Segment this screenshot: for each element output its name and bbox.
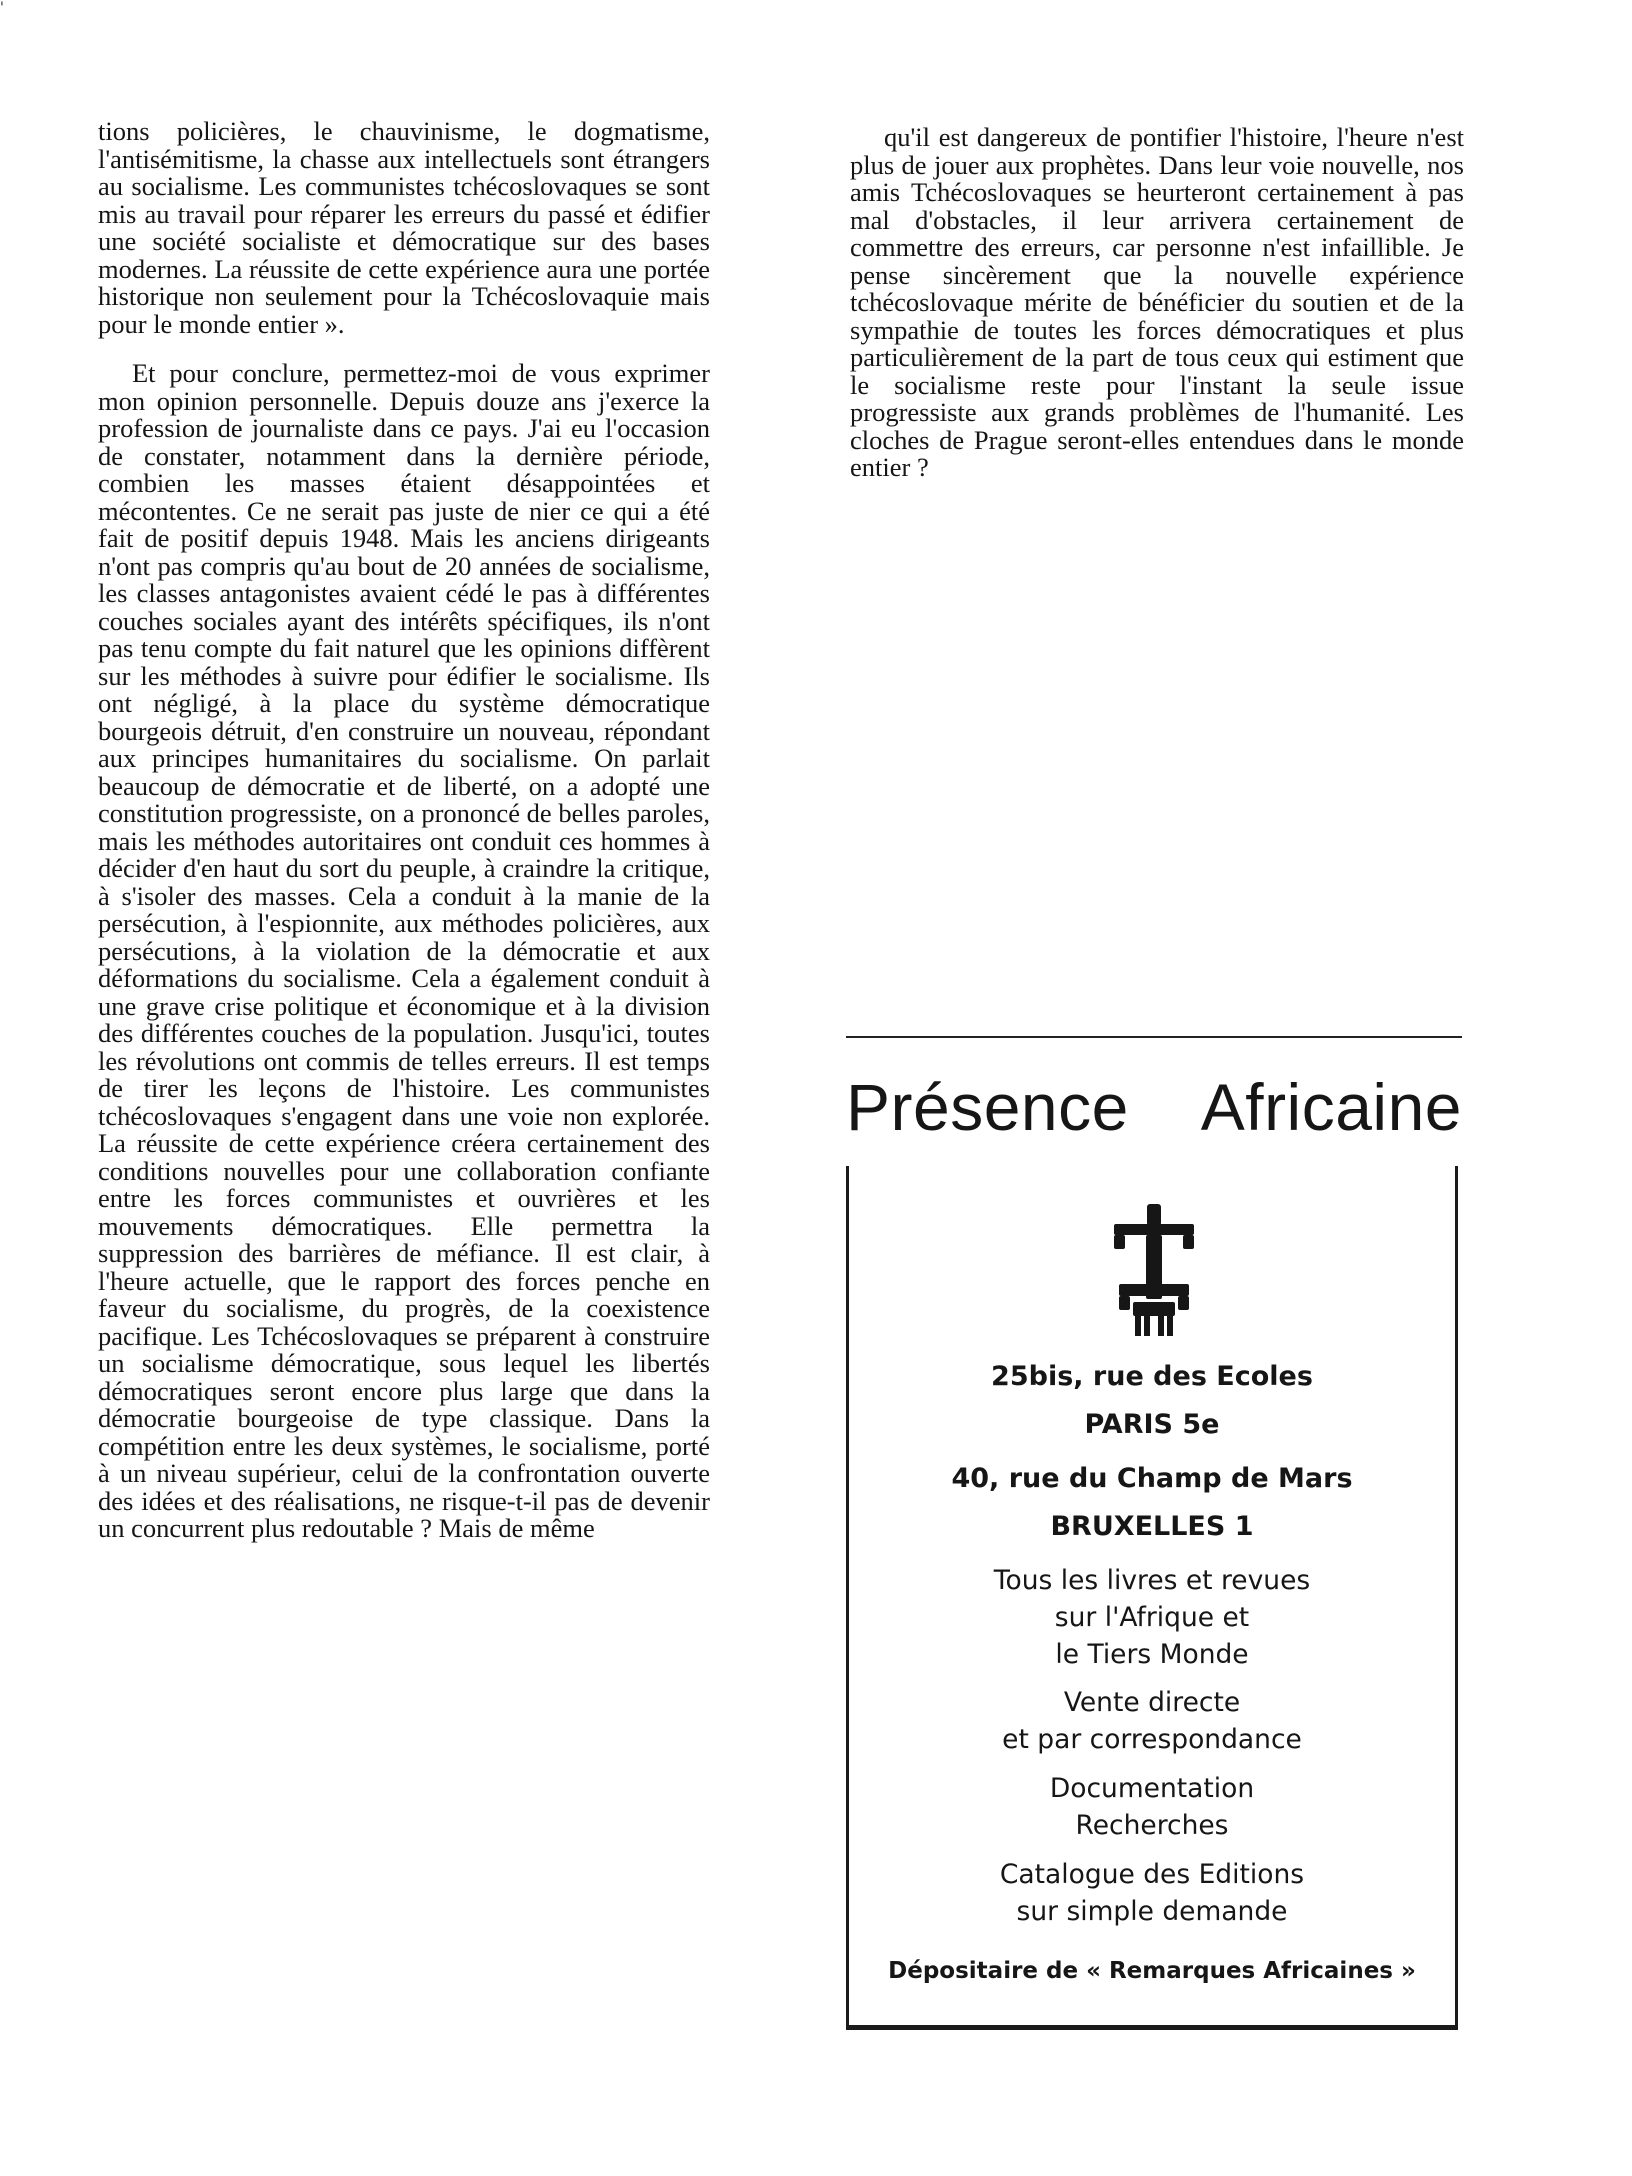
ad-sale-line: et par correspondance <box>1002 1724 1302 1755</box>
advertisement-box <box>846 1166 1458 2030</box>
ad-catalog-line: Catalogue des Editions <box>999 1859 1305 1890</box>
brussels-address-city: BRUXELLES 1 <box>1050 1511 1254 1542</box>
paris-address-street: 25bis, rue des Ecoles <box>991 1361 1313 1392</box>
ad-description-line: sur l'Afrique et <box>1054 1602 1250 1633</box>
paris-address-city: PARIS 5e <box>1084 1409 1220 1440</box>
figure-logo-icon <box>1111 1202 1197 1338</box>
ad-description-line: Tous les livres et revues <box>993 1565 1311 1596</box>
ad-description-line: le Tiers Monde <box>1055 1639 1249 1670</box>
ad-documentation-line: Recherches <box>1075 1810 1229 1841</box>
ad-documentation-line: Documentation <box>1049 1773 1255 1804</box>
article-paragraph: qu'il est dangereux de pontifier l'histoire, l'heure n'est plus de jouer aux prophètes. Dans leur voie nouvelle, nos amis Tchécoslovaques se heurteront certainement à pas mal d'obstacles, il leur arrivera certainement de commettre des erreurs, car personne n'est infaillible. Je pense sincèrement que la nouvelle expérience tchécoslovaque mérite de bénéficier du soutien et de la sympathie de toutes les forces démocratiques et plus particulièrement de la part de tous ceux qui estiment que le socialisme reste pour l'instant la seule issue progressiste aux grands problèmes de l'humanité. Les cloches de Prague seront-elles entendues dans le monde entier ? <box>850 122 1464 482</box>
advertisement-title <box>846 1072 1462 1142</box>
advertisement-top-rule <box>846 1036 1462 1038</box>
brussels-address-street: 40, rue du Champ de Mars <box>951 1463 1353 1494</box>
advertisement-title-word: Africaine <box>1200 1070 1462 1144</box>
article-right-column <box>850 124 1464 482</box>
article-paragraph: Et pour conclure, permettez-moi de vous exprimer mon opinion personnelle. Depuis douze ans j'exerce la profession de journaliste dans ce pays. J'ai eu l'occasion de constater, notamment dans la dernière période, combien les masses étaient désappointées et mécontentes. Ce ne serait pas juste de nier ce qui a été fait de positif depuis 1948. Mais les anciens dirigeants n'ont pas compris qu'au bout de 20 années de socialisme, les classes antagonistes avaient cédé le pas à différentes couches sociales ayant des intérêts spécifiques, ils n'ont pas tenu compte du fait naturel que les opinions diffèrent sur les méthodes à suivre pour édifier le socialisme. Ils ont négligé, à la place du système démocratique bourgeois détruit, d'en construire un nouveau, répondant aux principes humanitaires du socialisme. On parlait beaucoup de démocratie et de liberté, on a adopté une constitution progressiste, on a prononcé de belles paroles, mais les méthodes autoritaires ont conduit ces hommes à décider d'en haut du sort du peuple, à craindre la critique, à s'isoler des masses. Cela a conduit à la manie de la persécution, à l'espionnite, aux méthodes policières, aux persécutions, à la violation de la démocratie et aux déformations du socialisme. Cela a également conduit à une grave crise politique et économique et à la division des différentes couches de la population. Jusqu'ici, toutes les révolutions ont commis de telles erreurs. Il est temps de tirer les leçons de l'histoire. Les communistes tchécoslovaques s'engagent dans une voie non explorée. La réussite de cette expérience créera certainement des conditions nouvelles pour une collaboration confiante entre les forces communistes et ouvrières et les mouvements démocratiques. Elle permettra la suppression des barrières de méfiance. Il est clair, à l'heure actuelle, que le rapport des forces penche en faveur du socialisme, du progrès, de la coexistence pacifique. Les Tchécoslovaques se préparent à construire un socialisme démocratique, sous lequel les libertés démocratiques seront encore plus large que dans la démocratie bourgeoise de type classique. Dans la compétition entre les deux systèmes, le socialisme, porté à un niveau supérieur, celui de la confrontation ouverte des idées et des réalisations, ne risque-t-il pas de devenir un concurrent plus redoutable ? Mais de même <box>98 358 710 1543</box>
margin-mark: ' <box>0 0 4 16</box>
ad-catalog-line: sur simple demande <box>1016 1896 1288 1927</box>
advertisement-title-word: Présence <box>846 1070 1129 1144</box>
ad-footer-depositary: Dépositaire de « Remarques Africaines » <box>888 1958 1416 1984</box>
article-paragraph: tions policières, le chauvinisme, le dogmatisme, l'antisémitisme, la chasse aux intellectuels sont étrangers au socialisme. Les communistes tchécoslovaques se sont mis au travail pour réparer les erreurs du passé et édifier une société socialiste et démocratique sur des bases modernes. La réussite de cette expérience aura une portée historique non seulement pour la Tchécoslovaquie mais pour le monde entier ». <box>98 116 710 339</box>
ad-sale-line: Vente directe <box>1063 1687 1241 1718</box>
article-left-column <box>98 118 710 1543</box>
